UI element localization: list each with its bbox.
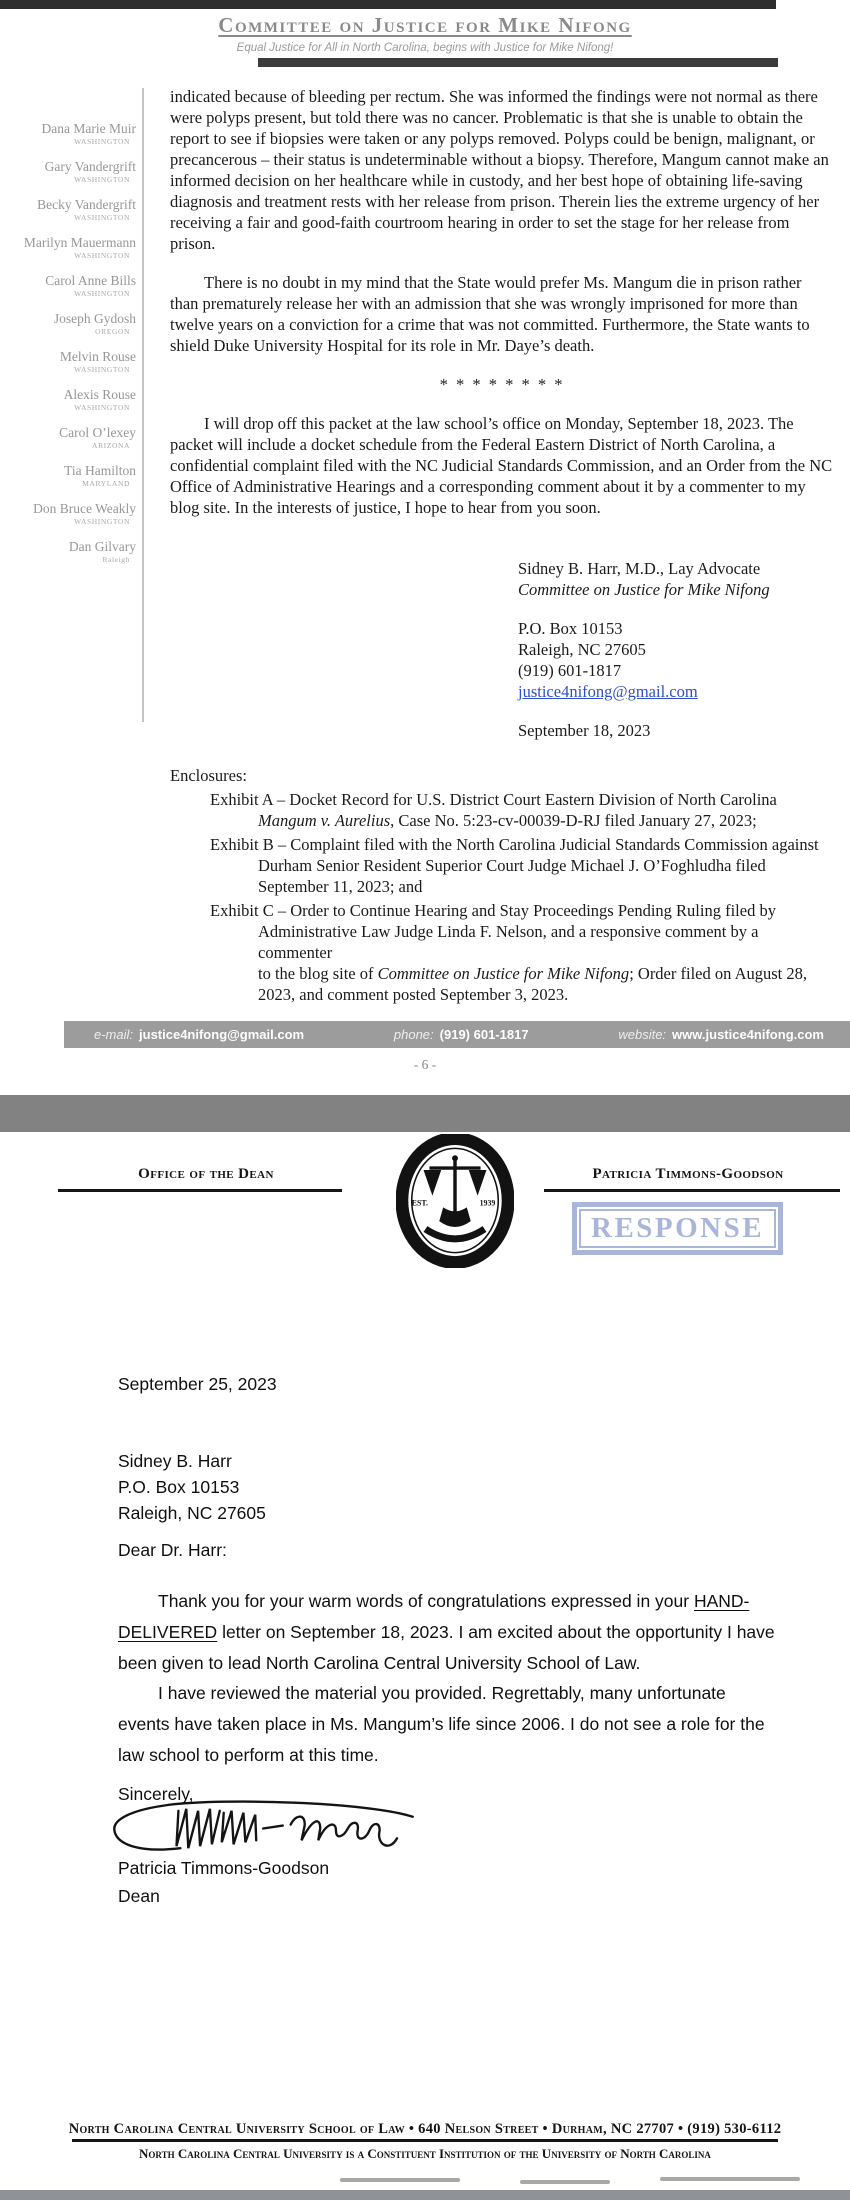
footer-website-value: www.justice4nifong.com [672,1027,824,1042]
member-name: Marilyn Mauermann [23,235,136,250]
section-separator: * * * * * * * * [439,375,565,394]
response-paragraph-2 [118,1678,798,1771]
page1-title [0,13,850,38]
hand-delivered-underline-part1: HAND- [693,1591,750,1611]
member-name: Carol Anne Bills [45,273,136,288]
signer-name-typed: Patricia Timmons-Goodson [118,1858,330,1878]
footer-phone-group [394,1027,529,1042]
seal-est-text: EST. [411,1198,428,1208]
enclosures-label: Enclosures: [170,766,247,785]
scan-header-bar [258,58,778,67]
closing: Sincerely, [118,1784,194,1804]
exhibit-b-line1: Exhibit B – Complaint filed with the North Carolina Judicial Standards Commission against [210,835,819,854]
para1-line2-text: letter on September 18, 2023. I am excited about the opportunity I have [217,1622,775,1642]
paragraph: I will drop off this packet at the law school’s office on Monday, September 18, 2023. The packet will include a docket schedule from the Federal Eastern District of North Carolina, a confidential complaint filed with the NC Judicial Standards Commission, and an Order from the NC Office of Administrative Hearings and a corresponding comment about it by a commenter to my blog site. In the interests of justice, I hope to hear from you soon. [170,414,833,517]
response-stamp-text: RESPONSE [579,1209,776,1248]
member-name: Joseph Gydosh [53,311,136,326]
member-location: WASHINGTON [74,175,130,184]
scan-artifact [660,2177,800,2181]
signer-address-line2: Raleigh, NC 27605 [518,640,646,659]
member-location: WASHINGTON [74,365,130,374]
letterhead-rule-left [58,1189,342,1192]
footer-email-group [94,1027,304,1042]
exhibit-b-line3: September 11, 2023; and [258,877,423,896]
member-location: WASHINGTON [74,213,130,222]
salutation: Dear Dr. Harr: [118,1540,227,1560]
email-link[interactable]: justice4nifong@gmail.com [518,682,698,701]
paragraph-line: I have reviewed the material you provided. Regrettably, many unfortunate [158,1683,726,1703]
paragraph: There is no doubt in my mind that the State would prefer Ms. Mangum die in prison rather than prematurely release her with an admission that she was wrongly imprisoned for more than twelve years on a conviction for a crime that was not committed. Furthermore, the State wants to shield Duke University Hospital for its role in Mr. Daye’s death. [170,273,810,355]
seal-right-pan [469,1170,487,1196]
member-name: Carol O’lexey [59,425,136,440]
member-name: Don Bruce Weakly [33,501,136,516]
paragraph-line [118,1617,798,1648]
office-of-the-dean-label: Office of the Dean [138,1166,274,1182]
university-seal [396,1134,514,1268]
bottom-scan-band [0,2190,850,2200]
exhibit-a [170,789,834,831]
signature-block [518,558,834,741]
signer-name: Sidney B. Harr, M.D., Lay Advocate [518,559,761,578]
handwritten-signature [105,1797,435,1861]
page1-letter-body [170,86,834,1005]
footer-website-label: website: [618,1027,667,1042]
recipient-address-line1: P.O. Box 10153 [118,1477,240,1497]
footer-email-value: justice4nifong@gmail.com [139,1027,305,1042]
scan-artifact [340,2178,460,2182]
committee-member [18,386,136,413]
university-footer [32,2121,818,2138]
footer-website-group [618,1027,824,1042]
page-separator-band [0,1095,850,1132]
sidebar-divider [142,88,144,722]
footer-email-label: e-mail: [94,1027,134,1042]
member-location: ARIZONA [92,441,130,450]
paragraph-line: law school to perform at this time. [118,1745,379,1765]
page-number: - 6 - [413,1057,437,1072]
case-name-italic: Mangum v. Aurelius [258,811,391,830]
response-stamp [572,1202,783,1255]
scan-top-bar [0,0,776,9]
exhibit-c-line1: Exhibit C – Order to Continue Hearing and Stay Proceedings Pending Ruling filed by [210,901,776,920]
member-location: WASHINGTON [74,251,130,260]
enclosures-section [170,765,834,1005]
committee-member [18,158,136,185]
committee-member [18,500,136,527]
exhibit-c [170,900,834,1005]
exhibit-c-line2: Administrative Law Judge Linda F. Nelson, and a responsive comment by a commenter [258,922,759,962]
signer-organization [518,579,834,600]
scan-artifact [520,2180,610,2184]
dean-name-letterhead: Patricia Timmons-Goodson [592,1166,784,1182]
exhibit-b-line2: Durham Senior Resident Superior Court Judge Michael J. O’Foghludha filed [258,856,766,875]
exhibit-a-line2 [258,810,834,831]
response-paragraph-1 [118,1586,798,1679]
seal-left-pan [424,1170,442,1196]
paragraph-line: events have taken place in Ms. Mangum’s life since 2006. I do not see a role for the [118,1714,765,1734]
university-footer-address: North Carolina Central University School of Law • 640 Nelson Street • Durham, NC 27707 • (919) 530-6112 [68,2121,782,2137]
member-name: Gary Vandergrift [44,159,136,174]
exhibit-b [170,834,834,897]
recipient-address-block [118,1448,266,1526]
member-location: OREGON [95,327,130,336]
spacer [518,702,834,720]
member-name: Melvin Rouse [59,349,136,364]
committee-member [18,196,136,223]
member-name: Dan Gilvary [68,539,136,554]
case-details: , Case No. 5:23-cv-00039-D-RJ filed January 27, 2023; [390,811,757,830]
member-location: WASHINGTON [74,289,130,298]
recipient-address-line2: Raleigh, NC 27605 [118,1503,266,1523]
exhibit-c-line3-pre: to the blog site of [258,964,378,983]
committee-member [18,462,136,489]
seal-year-text: 1939 [479,1198,496,1208]
signer-address-line1: P.O. Box 10153 [518,619,623,638]
spacer [518,600,834,618]
committee-member [18,120,136,147]
exhibit-a-line1: Exhibit A – Docket Record for U.S. District Court Eastern Division of North Carolina [210,790,777,809]
member-name: Tia Hamilton [64,463,136,478]
letter-date: September 18, 2023 [518,721,651,740]
committee-member [18,234,136,261]
member-location: MARYLAND [82,479,130,488]
letterhead-rule-right [544,1189,840,1192]
committee-member [18,348,136,375]
committee-member [18,424,136,451]
page1-tagline: Equal Justice for All in North Carolina, begins with Justice for Mike Nifong! [236,42,614,54]
committee-member [18,310,136,337]
signer-phone: (919) 601-1817 [518,661,622,680]
member-location: WASHINGTON [74,517,130,526]
paragraph-line [118,1586,798,1617]
footer-rule [72,2139,778,2142]
signer-title: Dean [118,1886,160,1906]
page1-title-text: Committee on Justice for Mike Nifong [218,13,632,37]
university-footer-institution: North Carolina Central University is a Constituent Institution of the University of North Carolina [139,2146,711,2161]
hand-delivered-underline-part2: DELIVERED [118,1622,218,1642]
member-name: Becky Vandergrift [37,197,136,212]
contact-footer-bar [64,1021,850,1048]
member-name: Alexis Rouse [63,387,136,402]
blog-name-italic: Committee on Justice for Mike Nifong [377,964,630,983]
para1-line1-text: Thank you for your warm words of congratulations expressed in your [158,1591,694,1611]
paragraph-continuation: indicated because of bleeding per rectum. She was informed the findings were not normal as there were polyps present, but told there was no cancer. Problematic is that she is unable to obtain the report to see if biopsies were taken or any polyps removed. Polyps could be benign, malignant, or precancerous – their status is undeterminable without a biopsy. Therefore, Mangum cannot make an informed decision on her healthcare while in custody, and her best hope of obtaining life-saving diagnosis and treatment rests with her release from prison. Therein lies the extreme urgency of her receiving a fair and good-faith courtroom hearing in order to set the stage for her release from prison. [170,87,829,253]
recipient-name: Sidney B. Harr [118,1451,232,1471]
response-date: September 25, 2023 [118,1374,277,1394]
committee-members-sidebar [18,120,136,576]
committee-member [18,538,136,565]
paragraph-line: been given to lead North Carolina Central University School of Law. [118,1653,641,1673]
signer-organization-text: Committee on Justice for Mike Nifong [518,580,770,599]
footer-phone-label: phone: [393,1027,434,1042]
committee-member [18,272,136,299]
member-name: Dana Marie Muir [41,121,136,136]
exhibit-c-line4: 2023, and comment posted September 3, 2023. [258,985,569,1004]
exhibit-c-line3-post: ; Order filed on August 28, [629,964,807,983]
exhibit-c-line3 [258,963,834,984]
member-location: WASHINGTON [74,403,130,412]
member-location: WASHINGTON [74,137,130,146]
member-location: Raleigh [102,555,130,564]
footer-phone-value: (919) 601-1817 [439,1027,529,1042]
